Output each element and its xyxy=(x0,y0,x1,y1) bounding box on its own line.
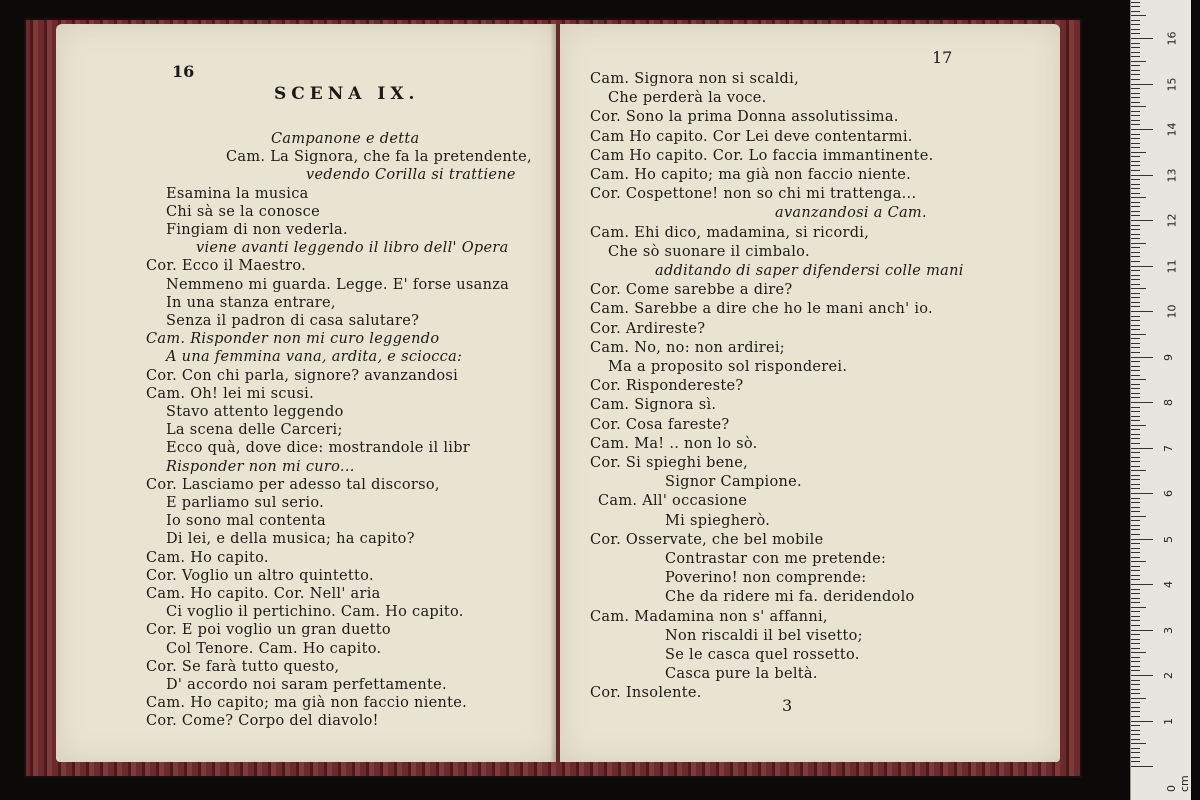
text-line: Cor. Ardireste? xyxy=(590,320,706,337)
ruler-tick xyxy=(1131,170,1140,171)
text-line: Che sò suonare il cimbalo. xyxy=(608,243,810,260)
ruler-tick xyxy=(1131,743,1146,744)
page-number: 17 xyxy=(932,48,953,67)
ruler-tick xyxy=(1131,202,1140,203)
ruler-tick xyxy=(1131,725,1140,726)
ruler-number: 1 xyxy=(1162,717,1175,725)
text-line: Cam. No, no: non ardirei; xyxy=(590,339,785,356)
ruler-tick xyxy=(1131,766,1153,767)
ruler-tick xyxy=(1131,56,1140,57)
ruler-tick xyxy=(1131,693,1140,694)
text-line: Poverino! non comprende: xyxy=(665,570,867,587)
text-line: In una stanza entrare, xyxy=(166,294,336,311)
ruler-tick xyxy=(1131,102,1140,103)
ruler-number: 15 xyxy=(1165,77,1179,91)
ruler-tick xyxy=(1131,680,1140,681)
ruler-tick xyxy=(1131,193,1140,194)
ruler-unit-label: 0 cm xyxy=(1165,775,1191,792)
ruler-tick xyxy=(1131,397,1140,398)
ruler-tick xyxy=(1131,752,1140,753)
ruler-tick xyxy=(1131,84,1153,85)
ruler-tick xyxy=(1131,507,1140,508)
ruler-tick xyxy=(1131,147,1140,148)
ruler-tick xyxy=(1131,602,1140,603)
text-line: Cor. Lasciamo per adesso tal discorso, xyxy=(146,476,440,493)
text-line: Cor. Cospettone! non so chi mi trattenga... xyxy=(590,186,917,203)
ruler-tick xyxy=(1131,352,1140,353)
text-line: Cam Ho capito. Cor. Lo faccia immantinente. xyxy=(590,147,934,164)
ruler-tick xyxy=(1131,6,1140,7)
ruler-tick xyxy=(1131,611,1140,612)
ruler-tick xyxy=(1131,721,1153,722)
ruler-tick xyxy=(1131,566,1140,567)
text-line: Cor. Insolente. xyxy=(590,685,702,702)
ruler-tick xyxy=(1131,211,1140,212)
text-line: Mi spiegherò. xyxy=(665,512,771,529)
text-line: Casca pure la beltà. xyxy=(665,666,818,683)
text-line: vedendo Corilla si trattiene xyxy=(306,167,516,184)
ruler-tick xyxy=(1131,639,1140,640)
ruler-tick xyxy=(1131,43,1140,44)
ruler-tick xyxy=(1131,225,1140,226)
ruler-tick xyxy=(1131,498,1140,499)
ruler-tick xyxy=(1131,657,1140,658)
ruler-tick xyxy=(1131,548,1140,549)
text-line: Ecco quà, dove dice: mostrandole il libr xyxy=(166,440,471,457)
text-line: Cor. Rispondereste? xyxy=(590,378,744,395)
text-line: Cor. Voglio un altro quintetto. xyxy=(146,567,374,584)
ruler-tick xyxy=(1131,29,1140,30)
ruler-tick xyxy=(1131,534,1140,535)
ruler-tick xyxy=(1131,575,1140,576)
text-line: Cor. Come? Corpo del diavolo! xyxy=(146,713,379,730)
ruler-tick xyxy=(1131,357,1153,358)
ruler-tick xyxy=(1131,593,1140,594)
ruler-number: 2 xyxy=(1162,672,1175,679)
ruler-tick xyxy=(1131,175,1153,176)
ruler-tick xyxy=(1131,334,1146,335)
ruler-tick xyxy=(1131,284,1140,285)
ruler-number: 8 xyxy=(1162,399,1175,406)
ruler-tick xyxy=(1131,52,1140,53)
ruler-tick xyxy=(1131,38,1153,39)
ruler-tick xyxy=(1131,734,1140,735)
ruler-tick xyxy=(1131,470,1146,471)
ruler-tick xyxy=(1131,748,1140,749)
ruler-tick xyxy=(1131,311,1153,312)
ruler-number: 14 xyxy=(1165,122,1179,137)
text-line: Cam. Ehi dico, madamina, si ricordi, xyxy=(590,224,870,241)
ruler-tick xyxy=(1131,197,1146,198)
ruler-number: 9 xyxy=(1162,353,1175,361)
text-line: A una femmina vana, ardita, e sciocca: xyxy=(166,349,463,366)
ruler-tick xyxy=(1131,215,1140,216)
ruler-tick xyxy=(1131,79,1140,80)
ruler-tick xyxy=(1131,320,1140,321)
ruler-tick xyxy=(1131,393,1140,394)
ruler-tick xyxy=(1131,543,1140,544)
text-line: Cam. Risponder non mi curo leggendo xyxy=(146,331,440,348)
ruler-tick xyxy=(1131,648,1140,649)
ruler-tick xyxy=(1131,93,1140,94)
ruler-tick xyxy=(1131,156,1140,157)
ruler-number: 6 xyxy=(1162,490,1175,497)
ruler-tick xyxy=(1131,475,1140,476)
ruler-tick xyxy=(1131,316,1140,317)
ruler-tick xyxy=(1131,238,1140,239)
ruler-tick xyxy=(1131,552,1140,553)
ruler-tick xyxy=(1131,234,1140,235)
text-line: Signor Campione. xyxy=(665,474,802,491)
ruler-tick xyxy=(1131,511,1140,512)
signature-mark: 3 xyxy=(782,696,793,715)
ruler-tick xyxy=(1131,388,1140,389)
text-line: Campanone e detta xyxy=(271,131,420,147)
right-page xyxy=(560,24,1060,762)
ruler-tick xyxy=(1131,411,1140,412)
ruler-tick xyxy=(1131,266,1153,267)
ruler-tick xyxy=(1131,461,1140,462)
ruler-tick xyxy=(1131,375,1140,376)
measurement-ruler xyxy=(1130,0,1191,800)
ruler-tick xyxy=(1131,61,1146,62)
ruler-tick xyxy=(1131,429,1140,430)
ruler-tick xyxy=(1131,161,1140,162)
ruler-tick xyxy=(1131,134,1140,135)
ruler-tick xyxy=(1131,420,1140,421)
ruler-tick xyxy=(1131,620,1140,621)
text-line: Che perderà la voce. xyxy=(608,90,767,107)
text-line: Cam. Sarebbe a dire che ho le mani anch' io. xyxy=(590,301,933,318)
text-line: Non riscaldi il bel visetto; xyxy=(665,627,863,644)
ruler-tick xyxy=(1131,361,1140,362)
text-line: Contrastar con me pretende: xyxy=(665,551,887,567)
ruler-tick xyxy=(1131,275,1140,276)
ruler-tick xyxy=(1131,529,1140,530)
text-line: D' accordo noi saram perfettamente. xyxy=(166,677,447,693)
ruler-tick xyxy=(1131,457,1140,458)
ruler-tick xyxy=(1131,47,1140,48)
ruler-tick xyxy=(1131,229,1140,230)
ruler-tick xyxy=(1131,479,1140,480)
ruler-tick xyxy=(1131,598,1140,599)
ruler-tick xyxy=(1131,206,1140,207)
text-line: Cam. Signora sì. xyxy=(590,397,717,414)
ruler-tick xyxy=(1131,338,1140,339)
page-number: 16 xyxy=(172,62,195,81)
ruler-tick xyxy=(1131,306,1140,307)
text-line: Esamina la musica xyxy=(166,185,309,202)
text-line: Cam. Ma! .. non lo sò. xyxy=(590,435,758,452)
text-line: Cor. Ecco il Maestro. xyxy=(146,258,307,275)
ruler-tick xyxy=(1131,106,1146,107)
ruler-tick xyxy=(1131,370,1140,371)
text-line: La scena delle Carceri; xyxy=(166,422,343,439)
ruler-tick xyxy=(1131,111,1140,112)
ruler-tick xyxy=(1131,184,1140,185)
ruler-tick xyxy=(1131,384,1140,385)
ruler-tick xyxy=(1131,661,1140,662)
ruler-tick xyxy=(1131,70,1140,71)
ruler-number: 5 xyxy=(1162,535,1175,543)
ruler-tick xyxy=(1131,247,1140,248)
ruler-tick xyxy=(1131,120,1140,121)
text-line: Ma a proposito sol risponderei. xyxy=(608,359,848,375)
ruler-number: 16 xyxy=(1165,31,1179,46)
ruler-tick xyxy=(1131,493,1153,494)
ruler-tick xyxy=(1131,652,1146,653)
text-line: avanzandosi a Cam. xyxy=(775,205,927,222)
ruler-tick xyxy=(1131,220,1153,221)
ruler-number: 13 xyxy=(1165,168,1179,182)
ruler-tick xyxy=(1131,252,1140,253)
ruler-tick xyxy=(1131,739,1140,740)
ruler-tick xyxy=(1131,11,1140,12)
text-line: Cam. Oh! lei mi scusi. xyxy=(146,385,315,402)
ruler-tick xyxy=(1131,466,1140,467)
ruler-tick xyxy=(1131,570,1140,571)
ruler-tick xyxy=(1131,20,1140,21)
text-line: Cor. Cosa fareste? xyxy=(590,416,730,433)
ruler-tick xyxy=(1131,757,1140,758)
text-line: Fingiam di non vederla. xyxy=(166,222,348,238)
ruler-tick xyxy=(1131,589,1140,590)
text-line: E parliamo sul serio. xyxy=(166,495,325,511)
ruler-tick xyxy=(1131,152,1146,153)
ruler-tick xyxy=(1131,297,1140,298)
ruler-tick xyxy=(1131,288,1146,289)
text-line: Cam. La Signora, che fa la pretendente, xyxy=(226,149,532,166)
text-line: Col Tenore. Cam. Ho capito. xyxy=(166,640,382,657)
ruler-tick xyxy=(1131,15,1146,16)
text-line: Cam. Ho capito. xyxy=(146,549,269,566)
ruler-tick xyxy=(1131,698,1146,699)
ruler-tick xyxy=(1131,584,1153,585)
ruler-tick xyxy=(1131,484,1140,485)
ruler-tick xyxy=(1131,143,1140,144)
text-line: viene avanti leggendo il libro dell' Opera xyxy=(196,240,509,257)
ruler-tick xyxy=(1131,243,1146,244)
ruler-tick xyxy=(1131,711,1140,712)
ruler-tick xyxy=(1131,707,1140,708)
text-line: Di lei, e della musica; ha capito? xyxy=(166,531,415,548)
text-line: Cor. Come sarebbe a dire? xyxy=(590,282,793,299)
scene-title: SCENA IX. xyxy=(274,84,420,104)
ruler-tick xyxy=(1131,761,1140,762)
text-line: Cor. Si spieghi bene, xyxy=(590,455,749,471)
ruler-tick xyxy=(1131,2,1140,3)
ruler-number: 7 xyxy=(1162,444,1175,452)
ruler-tick xyxy=(1131,347,1140,348)
text-line: Cam. Ho capito; ma già non faccio niente. xyxy=(146,695,468,712)
ruler-tick xyxy=(1131,607,1146,608)
ruler-tick xyxy=(1131,24,1140,25)
ruler-tick xyxy=(1131,138,1140,139)
text-line: Risponder non mi curo... xyxy=(166,458,355,475)
ruler-tick xyxy=(1131,670,1140,671)
ruler-tick xyxy=(1131,74,1140,75)
ruler-tick xyxy=(1131,379,1146,380)
ruler-tick xyxy=(1131,502,1140,503)
ruler-tick xyxy=(1131,179,1140,180)
ruler-number: 4 xyxy=(1162,581,1175,588)
ruler-tick xyxy=(1131,343,1140,344)
text-line: Cam Ho capito. Cor Lei deve contentarmi. xyxy=(590,128,913,145)
text-line: Io sono mal contenta xyxy=(166,513,326,530)
text-line: additando di saper difendersi colle mani xyxy=(655,263,964,279)
ruler-tick xyxy=(1131,443,1140,444)
text-line: Cor. E poi voglio un gran duetto xyxy=(146,622,391,639)
ruler-tick xyxy=(1131,416,1140,417)
ruler-tick xyxy=(1131,557,1140,558)
text-line: Cam. All' occasione xyxy=(598,493,748,510)
ruler-tick xyxy=(1131,516,1146,517)
ruler-tick xyxy=(1131,579,1140,580)
ruler-tick xyxy=(1131,293,1140,294)
ruler-tick xyxy=(1131,188,1140,189)
ruler-tick xyxy=(1131,438,1140,439)
ruler-tick xyxy=(1131,366,1140,367)
text-line: Cam. Signora non si scaldi, xyxy=(590,71,799,87)
text-line: Nemmeno mi guarda. Legge. E' forse usanza xyxy=(166,276,510,293)
ruler-tick xyxy=(1131,702,1140,703)
text-line: Senza il padron di casa salutare? xyxy=(166,313,420,329)
ruler-tick xyxy=(1131,488,1140,489)
ruler-tick xyxy=(1131,261,1140,262)
ruler-tick xyxy=(1131,302,1140,303)
text-line: Cor. Sono la prima Donna assolutissima. xyxy=(590,109,899,126)
ruler-tick xyxy=(1131,65,1140,66)
ruler-tick xyxy=(1131,684,1140,685)
ruler-tick xyxy=(1131,448,1153,449)
ruler-tick xyxy=(1131,539,1153,540)
ruler-tick xyxy=(1131,525,1140,526)
ruler-tick xyxy=(1131,165,1140,166)
text-line: Cam. Ho capito. Cor. Nell' aria xyxy=(146,586,381,602)
ruler-tick xyxy=(1131,689,1140,690)
left-page xyxy=(56,24,556,762)
ruler-tick xyxy=(1131,33,1140,34)
text-line: Chi sà se la conosce xyxy=(166,203,320,220)
ruler-tick xyxy=(1131,407,1140,408)
ruler-tick xyxy=(1131,730,1140,731)
text-line: Cor. Osservate, che bel mobile xyxy=(590,531,824,548)
ruler-tick xyxy=(1131,520,1140,521)
ruler-tick xyxy=(1131,625,1140,626)
ruler-tick xyxy=(1131,630,1153,631)
text-line: Cor. Se farà tutto questo, xyxy=(146,658,340,675)
ruler-tick xyxy=(1131,256,1140,257)
ruler-tick xyxy=(1131,616,1140,617)
ruler-number: 12 xyxy=(1165,213,1179,228)
ruler-tick xyxy=(1131,129,1153,130)
text-line: Cam. Ho capito; ma già non faccio niente. xyxy=(590,167,912,183)
ruler-tick xyxy=(1131,434,1140,435)
ruler-tick xyxy=(1131,675,1153,676)
ruler-tick xyxy=(1131,97,1140,98)
ruler-number: 10 xyxy=(1165,304,1179,319)
ruler-tick xyxy=(1131,425,1146,426)
text-line: Se le casca quel rossetto. xyxy=(665,647,860,663)
ruler-number: 11 xyxy=(1165,259,1179,273)
text-line: Cam. Madamina non s' affanni, xyxy=(590,608,828,625)
ruler-tick xyxy=(1131,325,1140,326)
ruler-tick xyxy=(1131,634,1140,635)
ruler-tick xyxy=(1131,329,1140,330)
ruler-tick xyxy=(1131,279,1140,280)
text-line: Che da ridere mi fa. deridendolo xyxy=(665,589,915,606)
ruler-number: 3 xyxy=(1162,626,1175,634)
ruler-tick xyxy=(1131,88,1140,89)
ruler-tick xyxy=(1131,561,1146,562)
ruler-tick xyxy=(1131,270,1140,271)
ruler-tick xyxy=(1131,716,1140,717)
ruler-tick xyxy=(1131,452,1140,453)
ruler-tick xyxy=(1131,402,1153,403)
text-line: Stavo attento leggendo xyxy=(166,404,344,420)
ruler-tick xyxy=(1131,666,1140,667)
ruler-tick xyxy=(1131,115,1140,116)
text-line: Cor. Con chi parla, signore? avanzandosi xyxy=(146,367,459,384)
ruler-tick xyxy=(1131,124,1140,125)
text-line: Ci voglio il pertichino. Cam. Ho capito. xyxy=(166,604,464,621)
ruler-tick xyxy=(1131,643,1140,644)
